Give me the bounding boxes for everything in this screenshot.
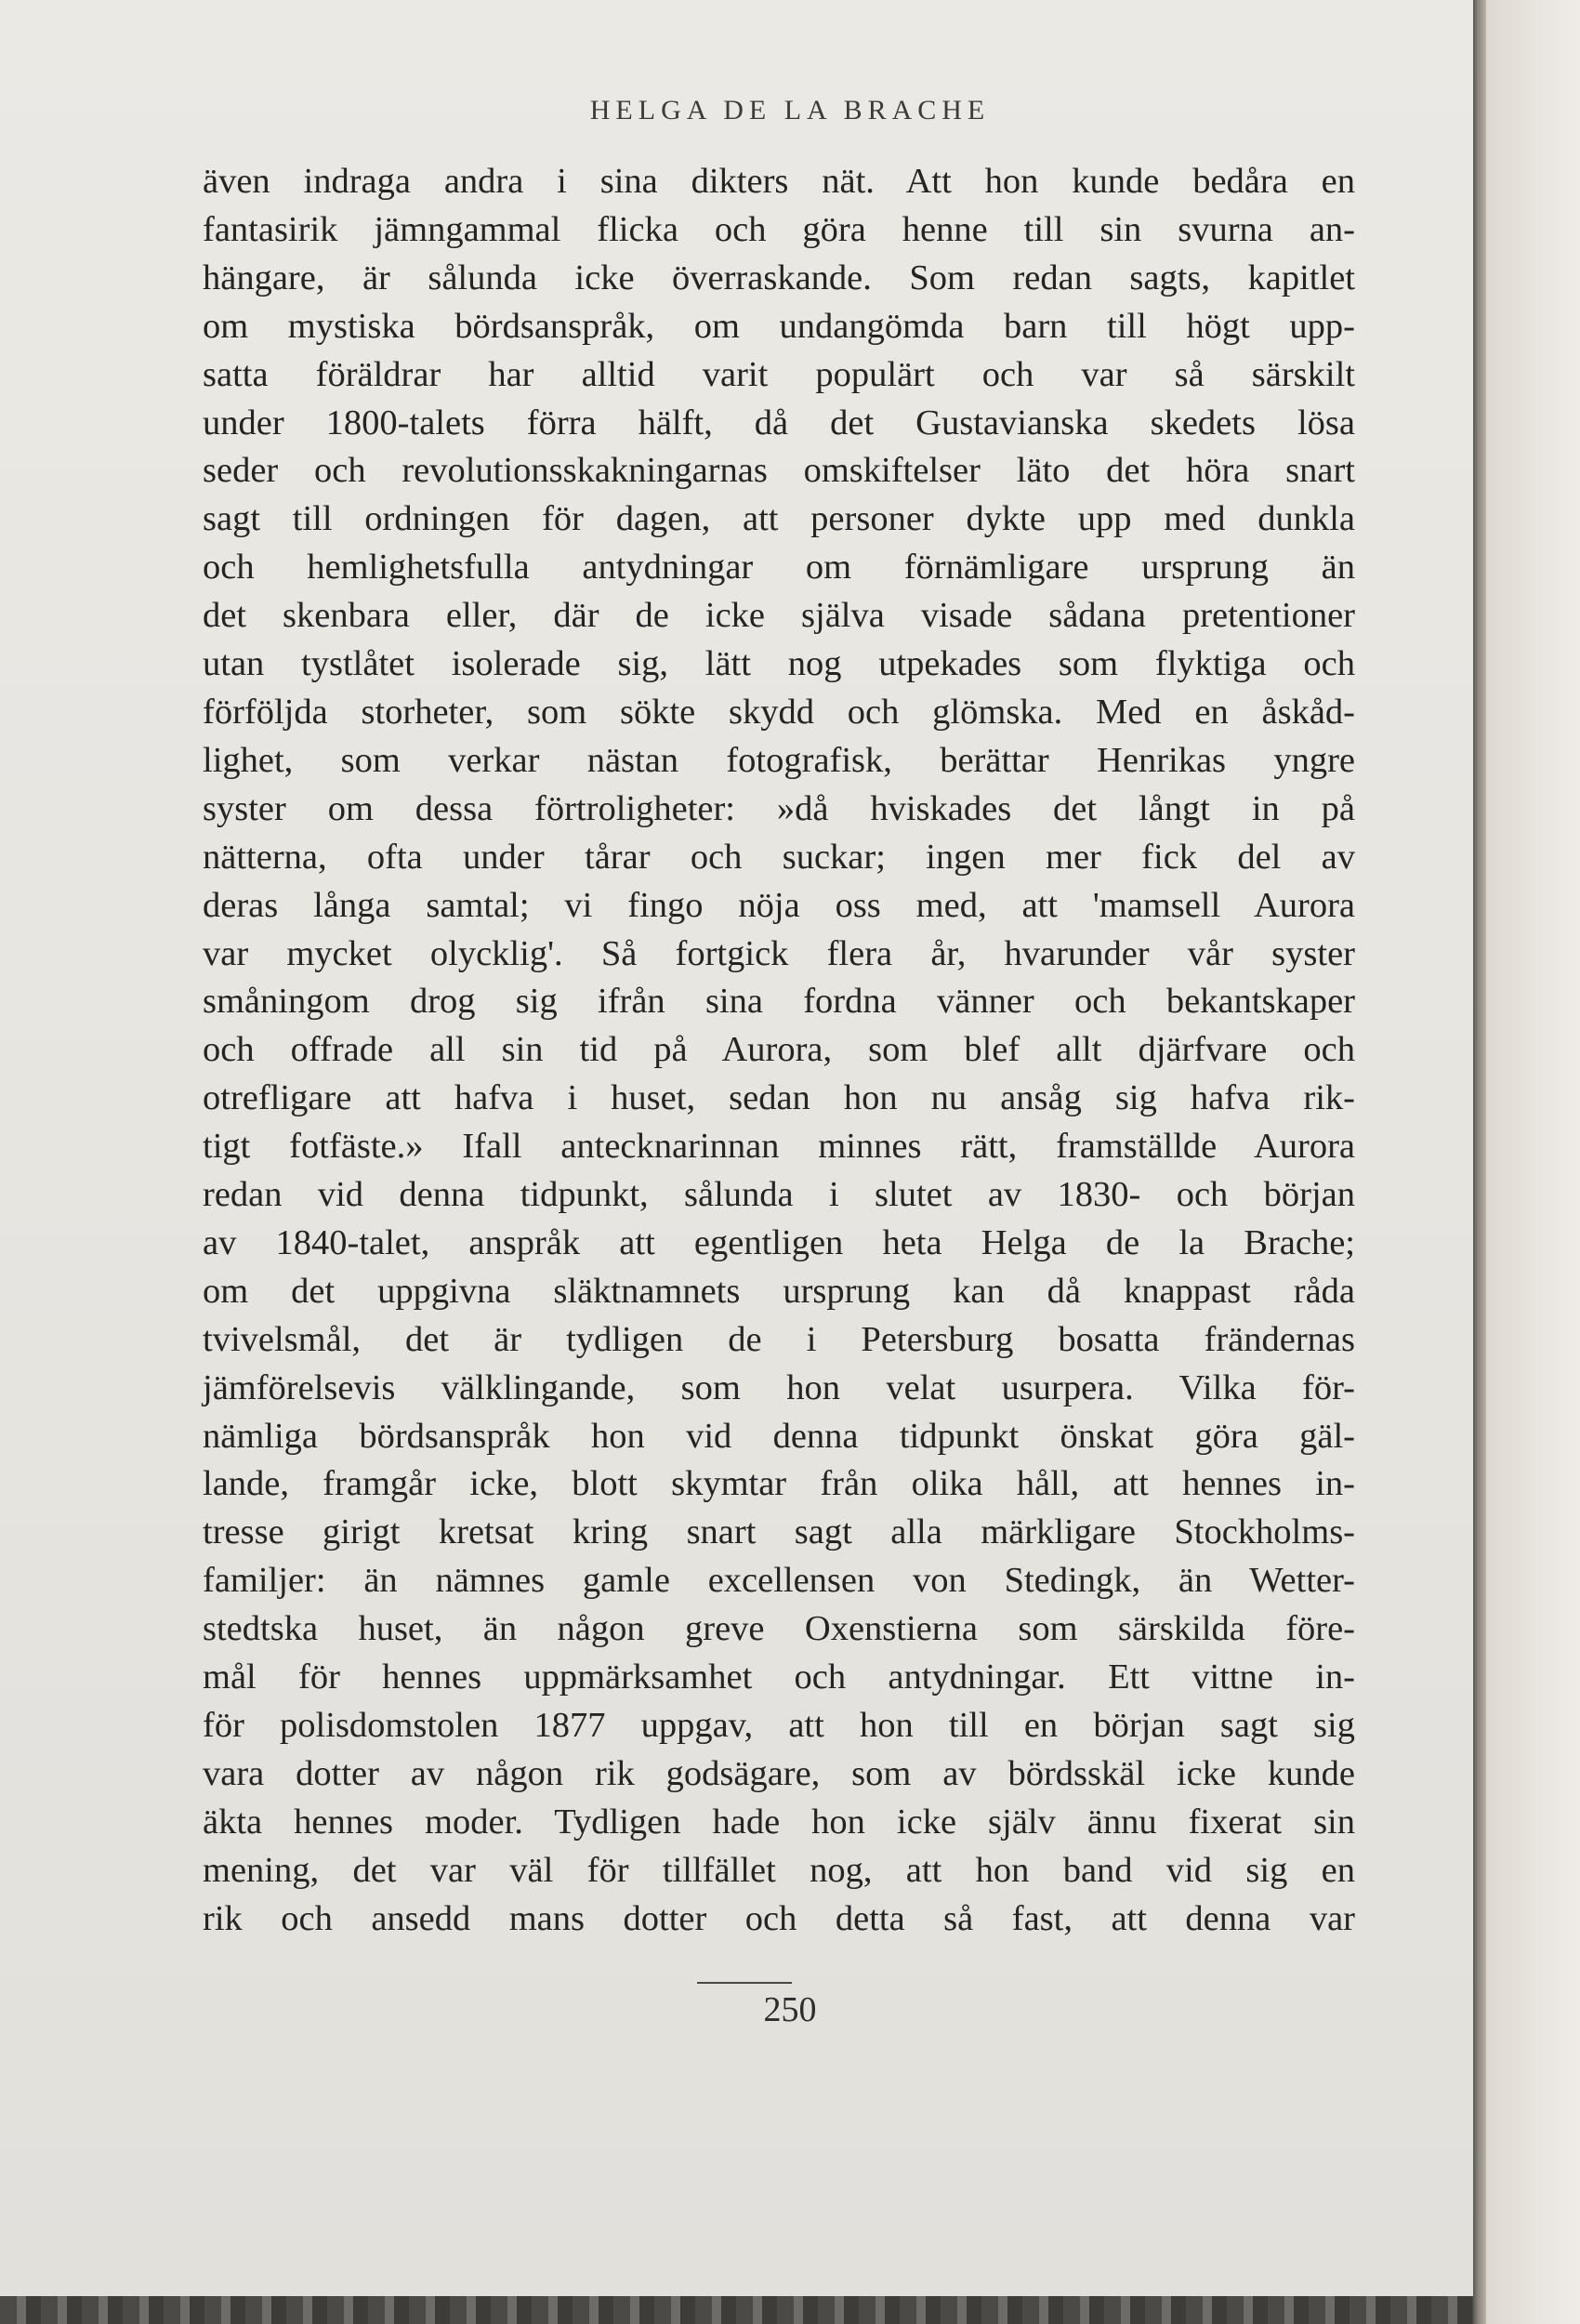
text-line: och hemlighetsfulla antydningar om förnämligare ursprung än: [203, 548, 1355, 588]
text-line: redan vid denna tidpunkt, sålunda i slutet av 1830- och början: [203, 1175, 1355, 1215]
text-line: av 1840-talet, anspråk att egentligen heta Helga de la Brache;: [203, 1222, 1355, 1262]
text-line: om det uppgivna släktnamnets ursprung kan då knappast råda: [203, 1271, 1355, 1311]
text-line: tresse girigt kretsat kring snart sagt alla märkligare Stockholms-: [203, 1512, 1355, 1552]
text-line: även indraga andra i sina dikters nät. Att hon kunde bedåra en: [203, 162, 1355, 201]
text-line: hängare, är sålunda icke överraskande. Som redan sagts, kapitlet: [203, 257, 1355, 297]
text-line: för polisdomstolen 1877 uppgav, att hon till en början sagt sig: [203, 1706, 1355, 1745]
text-line: vara dotter av någon rik godsägare, som av bördsskäl icke kunde: [203, 1753, 1355, 1793]
text-line: familjer: än nämnes gamle excellensen von Stedingk, än Wetter-: [203, 1561, 1355, 1601]
text-line: lighet, som verkar nästan fotografisk, berättar Henrikas yngre: [203, 740, 1355, 780]
text-line: äkta hennes moder. Tydligen hade hon icke själv ännu fixerat sin: [203, 1802, 1355, 1842]
text-line: småningom drog sig ifrån sina fordna vänner och bekantskaper: [203, 982, 1355, 1022]
text-line: fantasirik jämngammal flicka och göra henne till sin svurna an-: [203, 209, 1355, 249]
text-line: deras långa samtal; vi fingo nöja oss med, att 'mamsell Aurora: [203, 885, 1355, 925]
text-line: mening, det var väl för tillfället nog, att hon band vid sig en: [203, 1850, 1355, 1890]
text-line: tvivelsmål, det är tydligen de i Petersburg bosatta frändernas: [203, 1319, 1355, 1359]
text-line: nätterna, ofta under tårar och suckar; ingen mer fick del av: [203, 837, 1355, 877]
text-line: det skenbara eller, där de icke själva visade sådana pretentioner: [203, 596, 1355, 636]
body-text: [203, 158, 1355, 1944]
folio-rule: [697, 1982, 792, 1984]
text-line: och offrade all sin tid på Aurora, som blef allt djärfvare och: [203, 1030, 1355, 1070]
text-line: rik och ansedd mans dotter och detta så fast, att denna var: [203, 1898, 1355, 1938]
text-line: nämliga bördsanspråk hon vid denna tidpunkt önskat göra gäl-: [203, 1416, 1355, 1456]
page-number: 250: [763, 1990, 817, 2029]
text-line: stedtska huset, än någon greve Oxenstierna som särskilda före-: [203, 1609, 1355, 1649]
text-line: utan tystlåtet isolerade sig, lätt nog utpekades som flyktiga och: [203, 644, 1355, 684]
text-line: förföljda storheter, som sökte skydd och glömska. Med en åskåd-: [203, 692, 1355, 732]
text-line: satta föräldrar har alltid varit populärt och var så särskilt: [203, 354, 1355, 394]
adjacent-page-edge: [1486, 0, 1580, 2324]
text-line: otrefligare att hafva i huset, sedan hon nu ansåg sig hafva rik-: [203, 1078, 1355, 1118]
text-line: sagt till ordningen för dagen, att personer dykte upp med dunkla: [203, 499, 1355, 539]
book-gutter: [1473, 0, 1486, 2324]
text-line: under 1800-talets förra hälft, då det Gustavianska skedets lösa: [203, 403, 1355, 442]
text-line: jämförelsevis välklingande, som hon velat usurpera. Vilka för-: [203, 1367, 1355, 1407]
text-line: tigt fotfäste.» Ifall antecknarinnan minnes rätt, framställde Aurora: [203, 1127, 1355, 1167]
text-line: var mycket olycklig'. Så fortgick flera år, hvarunder vår syster: [203, 933, 1355, 973]
text-line: seder och revolutionsskakningarnas omskiftelser läto det höra snart: [203, 451, 1355, 491]
running-head: HELGA DE LA BRACHE: [589, 95, 991, 125]
text-line: mål för hennes uppmärksamhet och antydningar. Ett vittne in-: [203, 1657, 1355, 1697]
text-line: om mystiska bördsanspråk, om undangömda barn till högt upp-: [203, 306, 1355, 346]
text-line: syster om dessa förtroligheter: »då hviskades det långt in på: [203, 788, 1355, 828]
bottom-background-strip: [0, 2296, 1473, 2324]
text-line: lande, framgår icke, blott skymtar från olika håll, att hennes in-: [203, 1464, 1355, 1504]
